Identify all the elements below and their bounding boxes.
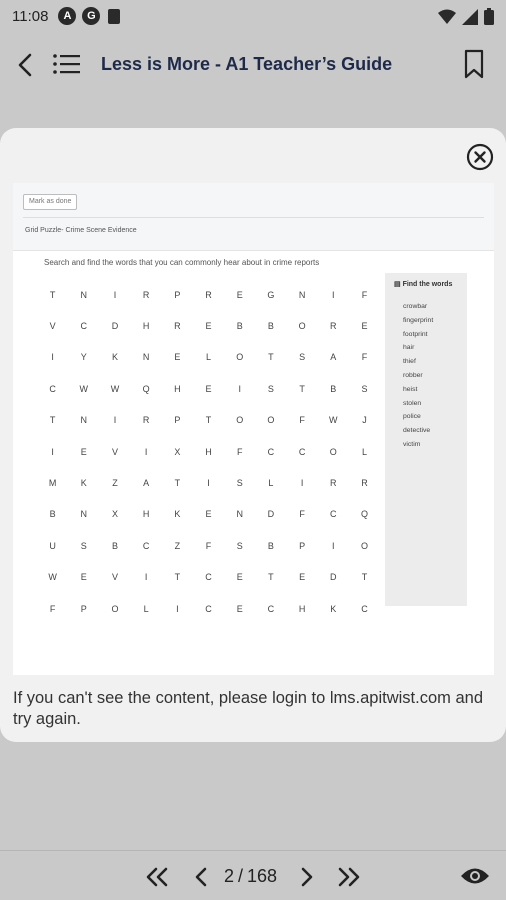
mark-as-done-button[interactable]: Mark as done	[23, 194, 77, 210]
grid-cell[interactable]: W	[79, 383, 89, 394]
grid-cell[interactable]: W	[48, 572, 57, 583]
grid-cell[interactable]: T	[205, 415, 212, 426]
grid-row	[37, 405, 381, 436]
grid-cell[interactable]: E	[174, 352, 181, 363]
grid-cell[interactable]: B	[111, 540, 118, 551]
grid-cell[interactable]: T	[174, 478, 181, 489]
next-page-icon[interactable]	[298, 865, 316, 889]
grid-cell[interactable]: R	[174, 321, 181, 332]
grid-cell[interactable]: E	[205, 509, 212, 520]
divider	[23, 217, 484, 218]
page-indicator	[224, 866, 277, 887]
grid-cell[interactable]: C	[205, 603, 212, 614]
notification-g-icon: G	[82, 7, 100, 25]
grid-cell[interactable]: O	[360, 540, 368, 551]
grid-cell[interactable]: R	[142, 415, 150, 426]
words-panel	[385, 273, 467, 606]
grid-cell[interactable]: C	[330, 509, 337, 520]
word-list-item: stolen	[403, 399, 422, 407]
page-separator: /	[238, 866, 244, 886]
grid-cell[interactable]: E	[236, 289, 243, 300]
grid-cell[interactable]: I	[332, 289, 335, 300]
grid-cell[interactable]: B	[49, 509, 56, 520]
grid-cell[interactable]: S	[236, 540, 243, 551]
grid-cell[interactable]: D	[267, 509, 275, 520]
grid-cell[interactable]: C	[267, 446, 275, 457]
grid-cell[interactable]: W	[329, 415, 338, 426]
puzzle-instructions: Search and find the words that you can commonly hear about in crime reports	[44, 258, 320, 267]
word-list-item: crowbar	[403, 303, 428, 310]
grid-cell[interactable]: F	[361, 352, 368, 363]
grid-cell[interactable]: E	[236, 603, 243, 614]
grid-cell[interactable]: Z	[112, 478, 118, 489]
grid-cell[interactable]: H	[142, 321, 150, 332]
grid-cell[interactable]: E	[80, 446, 87, 457]
current-page: 2	[224, 866, 235, 886]
grid-cell[interactable]: T	[268, 352, 274, 363]
battery-icon	[484, 8, 494, 25]
grid-cell[interactable]: E	[361, 321, 368, 332]
grid-cell[interactable]: B	[236, 321, 243, 332]
grid-cell[interactable]: K	[330, 603, 337, 614]
word-search-grid[interactable]	[37, 279, 381, 624]
bookmark-icon[interactable]	[462, 48, 486, 80]
grid-cell[interactable]: H	[205, 446, 212, 457]
grid-cell[interactable]: I	[207, 478, 210, 489]
grid-cell[interactable]: C	[298, 446, 306, 457]
grid-row	[37, 499, 381, 530]
grid-row	[37, 373, 381, 404]
notification-a-icon: A	[58, 7, 76, 25]
grid-cell[interactable]: Q	[360, 509, 368, 520]
grid-cell[interactable]: U	[49, 540, 56, 551]
grid-cell[interactable]: I	[238, 383, 241, 394]
grid-cell[interactable]: I	[51, 446, 54, 457]
list-icon[interactable]	[52, 51, 82, 77]
grid-cell[interactable]: B	[267, 540, 274, 551]
grid-cell[interactable]: H	[298, 603, 306, 614]
book-icon: ▤	[394, 281, 403, 288]
grid-cell[interactable]: W	[110, 383, 120, 394]
grid-cell[interactable]: C	[49, 383, 56, 394]
grid-cell[interactable]: N	[298, 289, 306, 300]
grid-cell[interactable]: I	[300, 478, 304, 489]
signal-icon	[462, 9, 478, 25]
grid-cell[interactable]: E	[236, 572, 243, 583]
word-list-item: heist	[403, 385, 418, 393]
grid-row	[37, 310, 381, 341]
grid-cell[interactable]: O	[298, 321, 306, 332]
grid-cell[interactable]: R	[205, 289, 212, 300]
close-circle-icon[interactable]	[466, 143, 494, 171]
back-arrow-icon[interactable]	[14, 52, 38, 78]
grid-cell[interactable]: S	[267, 383, 274, 394]
grid-cell[interactable]: O	[267, 415, 275, 426]
grid-cell[interactable]: A	[143, 478, 150, 489]
grid-cell[interactable]: T	[361, 572, 368, 583]
grid-cell[interactable]: E	[299, 572, 306, 583]
grid-cell[interactable]: O	[236, 352, 244, 363]
grid-cell[interactable]: T	[174, 572, 181, 583]
eye-icon[interactable]	[460, 865, 490, 887]
grid-cell[interactable]: F	[299, 509, 305, 520]
word-list-item: thief	[403, 358, 416, 366]
app-bar	[0, 32, 506, 98]
grid-cell[interactable]: D	[111, 321, 119, 332]
sd-card-icon	[108, 9, 120, 24]
grid-cell[interactable]: I	[113, 415, 117, 426]
grid-cell[interactable]: I	[144, 572, 148, 583]
grid-cell[interactable]: C	[267, 603, 275, 614]
grid-cell[interactable]: K	[174, 509, 181, 520]
grid-cell[interactable]: C	[205, 572, 212, 583]
grid-cell[interactable]: H	[174, 383, 181, 394]
puzzle-title: Grid Puzzle- Crime Scene Evidence	[25, 227, 137, 234]
wifi-icon	[438, 9, 456, 25]
grid-cell[interactable]: T	[299, 383, 305, 394]
grid-cell[interactable]: O	[111, 603, 119, 614]
grid-cell[interactable]: M	[48, 478, 57, 489]
grid-cell[interactable]: P	[174, 415, 181, 426]
grid-row	[37, 342, 381, 373]
first-page-icon[interactable]	[144, 865, 170, 889]
status-icons	[438, 8, 494, 25]
grid-cell[interactable]: I	[51, 352, 54, 363]
grid-cell[interactable]: R	[330, 478, 337, 489]
grid-row	[37, 593, 381, 624]
grid-cell[interactable]: V	[49, 321, 56, 332]
word-list-item: police	[403, 413, 421, 421]
grid-cell[interactable]: S	[361, 383, 368, 394]
grid-cell[interactable]: T	[268, 572, 274, 583]
grid-cell[interactable]: N	[236, 509, 243, 520]
grid-cell[interactable]: P	[80, 603, 87, 614]
grid-cell[interactable]: C	[361, 603, 368, 614]
word-list-item: fingerprint	[403, 316, 434, 324]
page-navigation-bar	[0, 850, 506, 900]
grid-cell[interactable]: L	[361, 446, 367, 457]
word-list-item: victim	[403, 440, 421, 448]
content-header	[13, 183, 494, 251]
grid-cell[interactable]: L	[143, 603, 149, 614]
grid-cell[interactable]: B	[330, 383, 337, 394]
grid-cell[interactable]: F	[299, 415, 305, 426]
grid-cell[interactable]: N	[142, 352, 150, 363]
login-message: If you can't see the content, please login to lms.apitwist.com and try again.	[13, 689, 483, 728]
grid-cell[interactable]: R	[142, 289, 150, 300]
grid-cell[interactable]: H	[142, 509, 150, 520]
grid-cell[interactable]: A	[330, 352, 337, 363]
grid-cell[interactable]: F	[361, 289, 368, 300]
status-bar	[0, 0, 506, 32]
grid-cell[interactable]: T	[49, 415, 56, 426]
grid-cell[interactable]: E	[205, 321, 212, 332]
grid-cell[interactable]: P	[174, 289, 181, 300]
grid-cell[interactable]: B	[267, 321, 274, 332]
word-list-item: robber	[403, 371, 423, 379]
grid-cell[interactable]: R	[330, 321, 337, 332]
grid-cell[interactable]: I	[332, 540, 335, 551]
grid-cell[interactable]: T	[49, 289, 56, 300]
grid-cell[interactable]: X	[174, 446, 181, 457]
grid-cell[interactable]: J	[362, 415, 367, 426]
grid-cell[interactable]: O	[329, 446, 337, 457]
word-list-item: hair	[403, 344, 415, 352]
grid-cell[interactable]: P	[299, 540, 306, 551]
grid-cell[interactable]: D	[330, 572, 337, 583]
grid-cell[interactable]: N	[80, 289, 88, 300]
embedded-content[interactable]	[13, 183, 494, 675]
grid-cell[interactable]: C	[142, 540, 150, 551]
grid-cell[interactable]: F	[236, 446, 243, 457]
grid-cell[interactable]: S	[299, 352, 306, 363]
grid-cell[interactable]: C	[80, 321, 88, 332]
grid-cell[interactable]: Y	[80, 352, 87, 363]
prev-page-icon[interactable]	[192, 865, 210, 889]
grid-cell[interactable]: E	[80, 572, 87, 583]
grid-cell[interactable]: V	[111, 572, 118, 583]
grid-row	[37, 436, 381, 467]
word-list	[385, 288, 467, 455]
grid-cell[interactable]: I	[144, 446, 148, 457]
grid-cell[interactable]: N	[80, 415, 88, 426]
grid-cell[interactable]: K	[80, 478, 87, 489]
page-title: Less is More - A1 Teacher’s Guide	[101, 54, 393, 74]
grid-cell[interactable]: N	[80, 509, 88, 520]
last-page-icon[interactable]	[336, 865, 362, 889]
grid-cell[interactable]: S	[236, 478, 243, 489]
grid-cell[interactable]: I	[176, 603, 179, 614]
grid-cell[interactable]: F	[205, 540, 212, 551]
grid-cell[interactable]: S	[80, 540, 87, 551]
grid-cell[interactable]: E	[205, 383, 212, 394]
grid-cell[interactable]: L	[268, 478, 274, 489]
status-time: 11:08	[12, 7, 49, 25]
grid-cell[interactable]: K	[111, 352, 118, 363]
grid-cell[interactable]: X	[111, 509, 118, 520]
grid-cell[interactable]: Q	[142, 383, 150, 394]
grid-row	[37, 530, 381, 561]
words-panel-title-text: Find the words	[402, 281, 453, 288]
total-pages: 168	[247, 866, 278, 886]
grid-row	[37, 562, 381, 593]
grid-cell[interactable]: V	[111, 446, 118, 457]
grid-cell[interactable]: O	[236, 415, 244, 426]
grid-cell[interactable]: R	[361, 478, 368, 489]
word-list-item: detective	[403, 427, 431, 435]
grid-row	[37, 279, 381, 310]
grid-cell[interactable]: Z	[174, 540, 181, 551]
word-list-item: footprint	[403, 330, 428, 338]
grid-cell[interactable]: I	[113, 289, 117, 300]
grid-row	[37, 467, 381, 498]
grid-cell[interactable]: G	[267, 289, 275, 300]
grid-cell[interactable]: F	[49, 603, 56, 614]
words-panel-title	[385, 273, 467, 288]
grid-cell[interactable]: L	[206, 352, 212, 363]
